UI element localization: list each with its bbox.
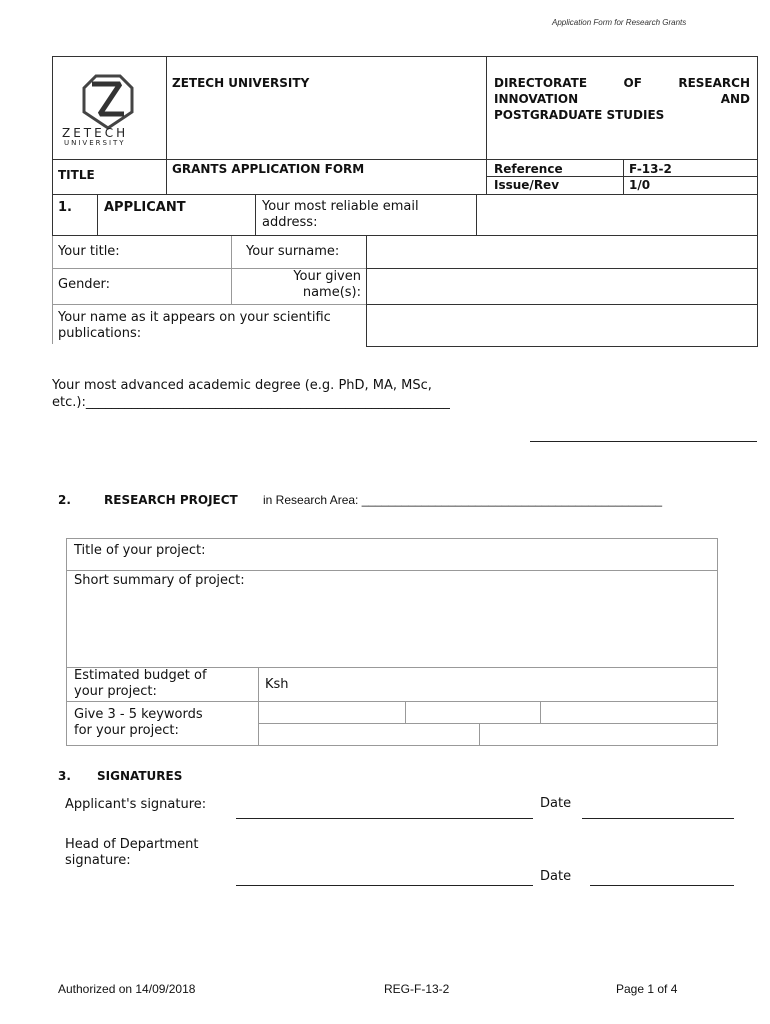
reference-label: Reference: [494, 162, 563, 176]
keywords-label-2: for your project:: [74, 723, 179, 738]
signatures-number: 3.: [58, 769, 71, 783]
project-title-field[interactable]: [224, 540, 714, 568]
applicant-signature-line[interactable]: [236, 818, 533, 819]
project-summary-field[interactable]: [68, 592, 714, 664]
given-name-label-2: name(s):: [302, 285, 361, 300]
hod-signature-label-1: Head of Department: [65, 837, 199, 852]
title-field[interactable]: [130, 238, 228, 266]
footer-authorized: Authorized on 14/09/2018: [58, 982, 196, 996]
signatures-heading: SIGNATURES: [97, 769, 183, 783]
applicant-number: 1.: [58, 200, 72, 215]
degree-label-2[interactable]: etc.):________________________________________________________: [52, 395, 450, 410]
directorate-line-3: POSTGRADUATE STUDIES: [494, 108, 665, 122]
issue-label: Issue/Rev: [494, 178, 560, 192]
budget-label-1: Estimated budget of: [74, 668, 207, 683]
keyword-field-5[interactable]: [481, 725, 716, 744]
reference-value: F-13-2: [629, 162, 672, 176]
date-label-1: Date: [540, 796, 572, 811]
budget-label-2: your project:: [74, 684, 157, 699]
document-tag: Application Form for Research Grants: [552, 18, 687, 27]
surname-label: Your surname:: [246, 244, 340, 259]
research-number: 2.: [58, 493, 71, 507]
applicant-heading: APPLICANT: [104, 200, 186, 215]
budget-currency: Ksh: [265, 677, 289, 692]
gender-field[interactable]: [122, 271, 228, 302]
footer-code: REG-F-13-2: [384, 982, 450, 996]
form-title: GRANTS APPLICATION FORM: [172, 162, 365, 176]
logo-wordmark: ZETECH: [62, 126, 129, 140]
gender-label: Gender:: [58, 277, 111, 292]
surname-field[interactable]: [368, 238, 756, 267]
given-name-field[interactable]: [368, 270, 756, 303]
applicant-signature-label: Applicant's signature:: [65, 797, 207, 812]
university-name: ZETECH UNIVERSITY: [172, 76, 310, 90]
degree-extra-line[interactable]: [530, 441, 757, 442]
research-heading: RESEARCH PROJECT: [104, 493, 238, 507]
email-field[interactable]: [478, 196, 756, 234]
directorate-line-2: INNOVATION AND: [494, 92, 750, 106]
email-label-2: address:: [262, 215, 318, 230]
applicant-date-line[interactable]: [582, 818, 734, 819]
title-field-label: Your title:: [58, 244, 120, 259]
research-area-label[interactable]: in Research Area: _____________________________________________: [263, 493, 663, 507]
publication-name-label-1: Your name as it appears on your scientific: [58, 310, 331, 325]
hod-signature-label-2: signature:: [65, 853, 131, 868]
project-summary-label: Short summary of project:: [74, 573, 245, 588]
logo-subtitle: UNIVERSITY: [64, 139, 126, 147]
budget-field[interactable]: [300, 670, 714, 699]
title-label: TITLE: [58, 168, 95, 182]
given-name-label-1: Your given: [293, 269, 361, 284]
keywords-label-1: Give 3 - 5 keywords: [74, 707, 203, 722]
issue-value: 1/0: [629, 178, 651, 192]
email-label-1: Your most reliable email: [262, 199, 419, 214]
keyword-field-1[interactable]: [260, 703, 403, 722]
hod-signature-line[interactable]: [236, 885, 533, 886]
project-title-label: Title of your project:: [74, 543, 206, 558]
keyword-field-3[interactable]: [542, 703, 716, 722]
footer-page: Page 1 of 4: [616, 982, 678, 996]
keyword-field-4[interactable]: [260, 725, 477, 744]
keyword-field-2[interactable]: [407, 703, 538, 722]
degree-label-1: Your most advanced academic degree (e.g. PhD, MA, MSc,: [52, 378, 432, 393]
hod-date-line[interactable]: [590, 885, 734, 886]
publication-name-field[interactable]: [368, 306, 756, 345]
publication-name-label-2: publications:: [58, 326, 142, 341]
directorate-line-1: DIRECTORATE OF RESEARCH: [494, 76, 750, 90]
date-label-2: Date: [540, 869, 572, 884]
